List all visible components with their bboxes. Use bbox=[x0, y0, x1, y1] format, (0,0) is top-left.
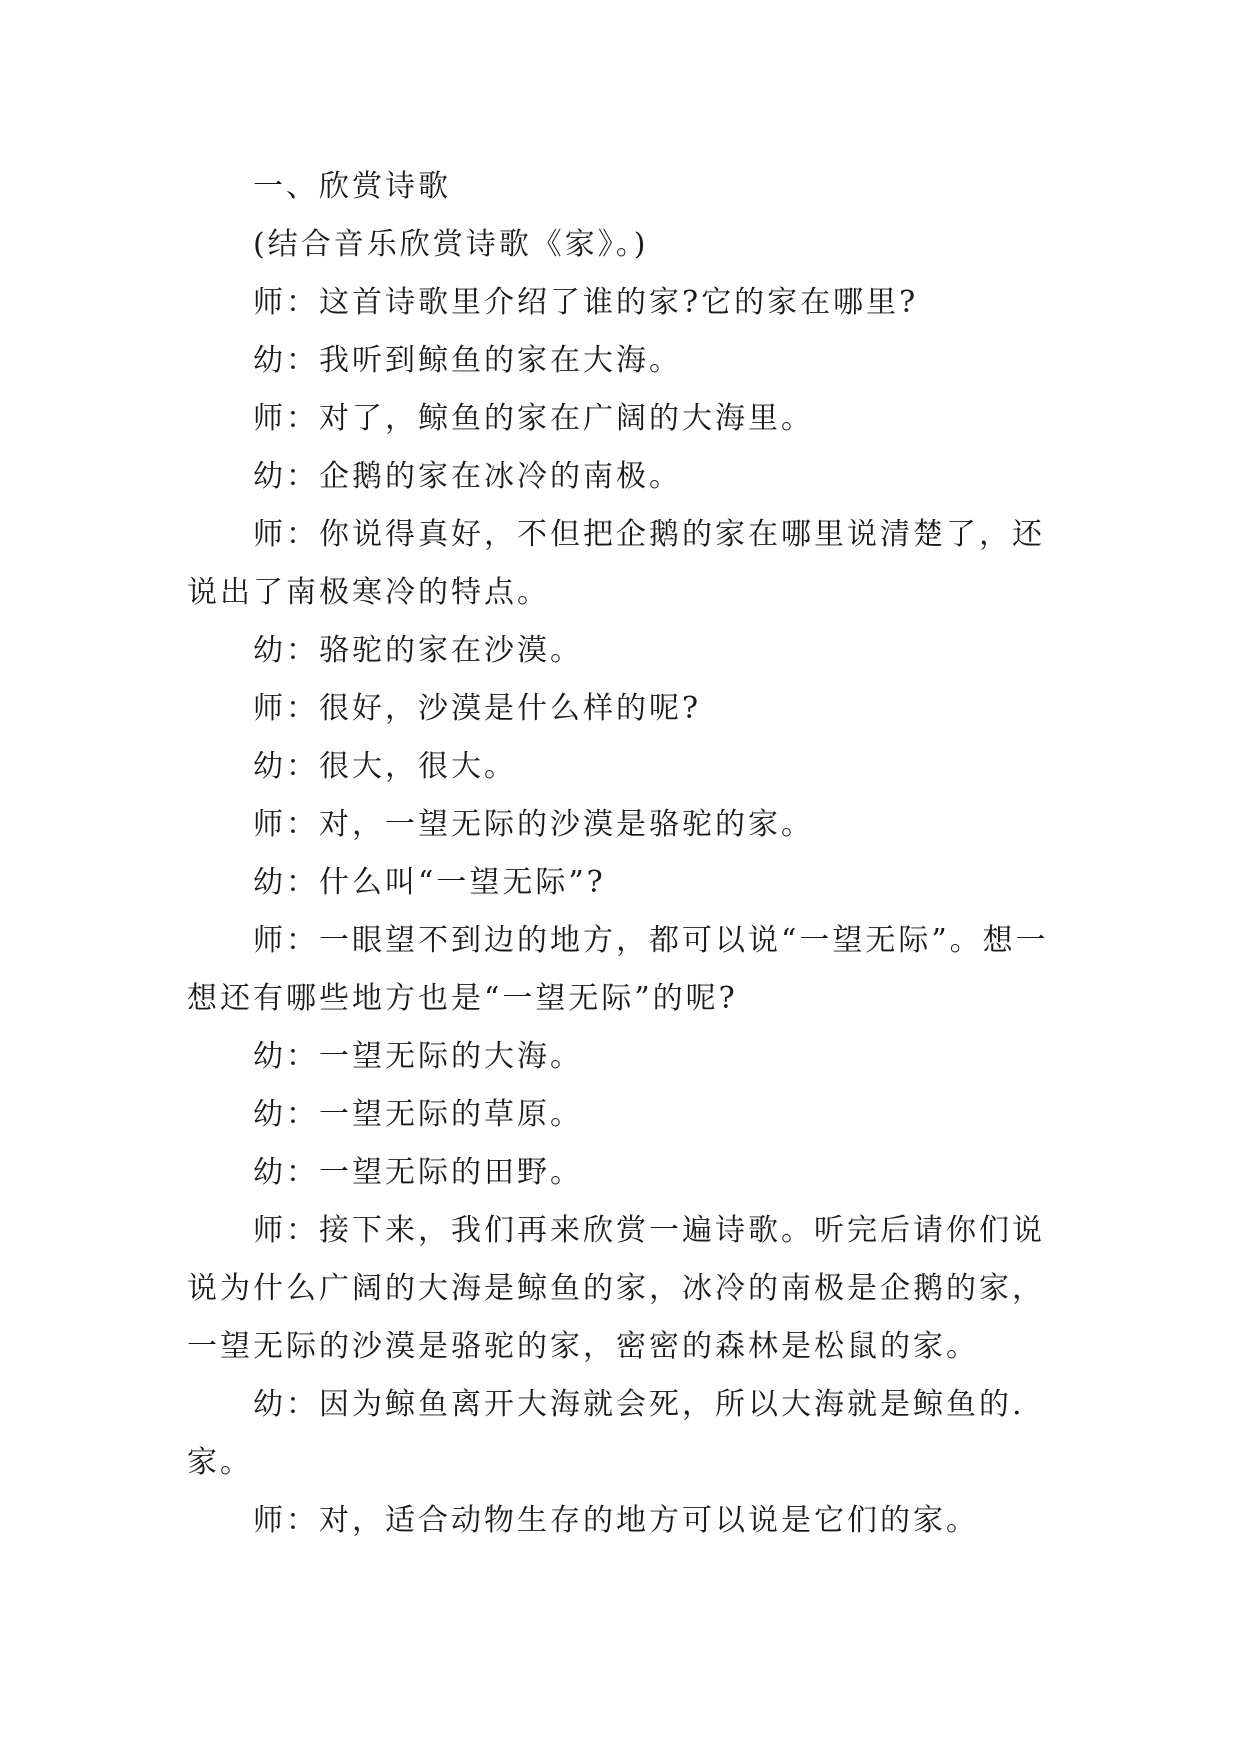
dialogue-line: 师：一眼望不到边的地方，都可以说“一望无际”。想一想还有哪些地方也是“一望无际”的呢? bbox=[187, 923, 1049, 1016]
dialogue-line: 师：对了，鲸鱼的家在广阔的大海里。 bbox=[253, 401, 814, 436]
document-body bbox=[187, 158, 1057, 1550]
dialogue-line: 幼：因为鲸鱼离开大海就会死，所以大海就是鲸鱼的.家。 bbox=[187, 1387, 1025, 1480]
dialogue-line: 师：你说得真好，不但把企鹅的家在哪里说清楚了，还说出了南极寒冷的特点。 bbox=[187, 517, 1045, 610]
dialogue-line: 幼：一望无际的大海。 bbox=[253, 1039, 583, 1074]
dialogue-line: 幼：一望无际的田野。 bbox=[253, 1155, 583, 1190]
dialogue-line: 幼：我听到鲸鱼的家在大海。 bbox=[253, 343, 682, 378]
dialogue-line: 师：对，一望无际的沙漠是骆驼的家。 bbox=[253, 807, 814, 842]
dialogue-line: 幼：骆驼的家在沙漠。 bbox=[253, 633, 583, 668]
dialogue-line: 师：这首诗歌里介绍了谁的家?它的家在哪里? bbox=[253, 285, 919, 320]
dialogue-line: 师：接下来，我们再来欣赏一遍诗歌。听完后请你们说说为什么广阔的大海是鲸鱼的家，冰冷的南极是企鹅的家，一望无际的沙漠是骆驼的家，密密的森林是松鼠的家。 bbox=[187, 1213, 1045, 1364]
dialogue-line: 师：对，适合动物生存的地方可以说是它们的家。 bbox=[253, 1503, 979, 1538]
dialogue-line: 幼：企鹅的家在冰冷的南极。 bbox=[253, 459, 682, 494]
dialogue-line: 幼：一望无际的草原。 bbox=[253, 1097, 583, 1132]
paragraph-note: (结合音乐欣赏诗歌《家》。) bbox=[253, 227, 649, 262]
dialogue-line: 师：很好，沙漠是什么样的呢? bbox=[253, 691, 702, 726]
dialogue-line: 幼：很大，很大。 bbox=[253, 749, 517, 784]
dialogue-line: 幼：什么叫“一望无际”? bbox=[253, 865, 606, 900]
section-heading: 一、欣赏诗歌 bbox=[253, 169, 451, 204]
